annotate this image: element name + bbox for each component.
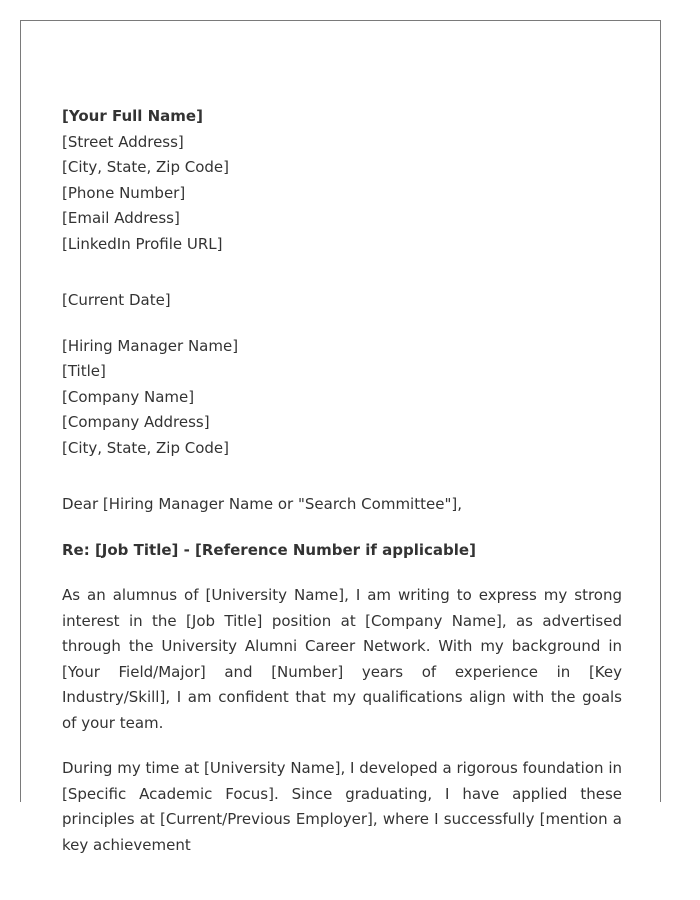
- recipient-address: [Company Address]: [62, 413, 210, 431]
- body-paragraph-2: During my time at [University Name], I developed a rigorous foundation in [Specific Academic Focus]. Since graduating, I have applied these principles at [Current/Previous Employer], where I successfully [mention a key achievement: [62, 759, 622, 854]
- recipient-company: [Company Name]: [62, 387, 195, 406]
- spacer: [62, 563, 622, 583]
- spacer: [62, 736, 622, 756]
- recipient-city-state-zip: [City, State, Zip Code]: [62, 438, 230, 457]
- recipient-block: [62, 334, 622, 462]
- spacer: [62, 518, 622, 538]
- letter-page: [20, 20, 661, 854]
- subject-line: Re: [Job Title] - [Reference Number if applicable]: [62, 540, 476, 559]
- spacer: [62, 461, 622, 492]
- body-paragraph-1: As an alumnus of [University Name], I am writing to express my strong interest in the [Job Title] position at [Company Name], as advertised through the University Alumni Career Network. With my background in [Your Field/Major] and [Number] years of experience in [Key Industry/Skill], I am confident that my qualifications align with the goals of your team.: [62, 586, 622, 732]
- sender-phone: [Phone Number]: [62, 183, 186, 202]
- recipient-title: [Title]: [62, 362, 106, 380]
- letter-content: [62, 104, 622, 858]
- sender-linkedin: [LinkedIn Profile URL]: [62, 234, 223, 253]
- recipient-name: [Hiring Manager Name]: [62, 336, 239, 355]
- sender-name: [Your Full Name]: [62, 107, 203, 125]
- spacer: [62, 314, 622, 334]
- sender-city-state-zip: [City, State, Zip Code]: [62, 158, 230, 176]
- sender-block: [62, 104, 622, 257]
- sender-street: [Street Address]: [62, 132, 184, 151]
- letter-date: [Current Date]: [62, 291, 171, 309]
- salutation: Dear [Hiring Manager Name or "Search Committee"],: [62, 495, 462, 513]
- spacer: [62, 257, 622, 288]
- sender-email: [Email Address]: [62, 209, 180, 227]
